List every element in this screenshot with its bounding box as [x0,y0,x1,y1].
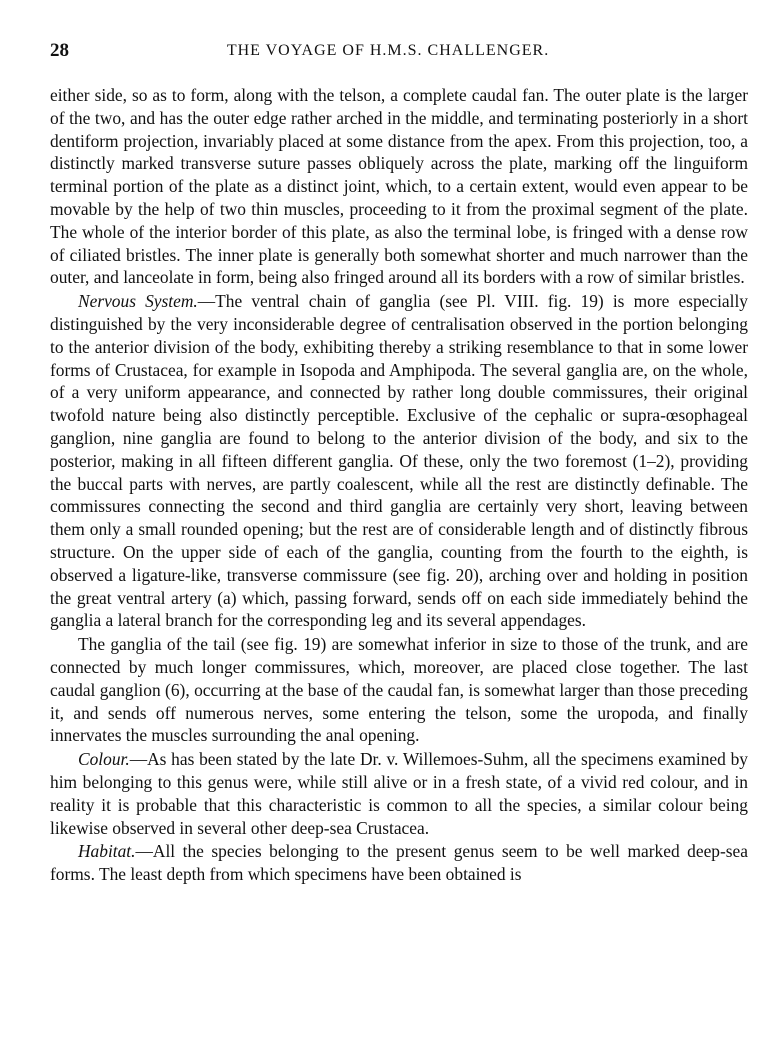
paragraph-colour [50,748,748,839]
paragraph-text: —The ventral chain of ganglia (see Pl. VIII. fig. 19) is more especially distinguished by the very inconsiderable degree of centralisation observed in the portion belonging to the anterior division of the body, exhibiting thereby a striking resemblance to that in some lower forms of Crustacea, for example in Isopoda and Amphipoda. The several ganglia are, on the whole, of a very uniform appearance, and connected by rather long double commissures, their original twofold nature being also distinctly perceptible. Exclusive of the cephalic or supra-œsophageal ganglion, nine ganglia are found to belong to the anterior division of the body, and six to the posterior, making in all fifteen different ganglia. Of these, only the two foremost (1–2), providing the buccal parts with nerves, are partly coalescent, while all the rest are distinctly definable. The commissures connecting the second and third ganglia are certainly very short, leaving between them only a small rounded opening; but the rest are of considerable length and of distinctly fibrous structure. On the upper side of each of the ganglia, counting from the fourth to the eighth, is observed a ligature-like, transverse commissure (see fig. 20), arching over and holding in position the great ventral artery (a) which, passing forward, sends off on each side immediately behind the ganglia a lateral branch for the corresponding leg and its several appendages. [50,291,748,631]
paragraph-text: —All the species belonging to the present genus seem to be well marked deep-sea forms. The least depth from which specimens have been obtained is [50,841,748,885]
body-text [50,84,748,886]
section-heading-nervous-system: Nervous System. [78,291,198,312]
section-heading-colour: Colour. [78,749,130,770]
paragraph-text: The ganglia of the tail (see fig. 19) are somewhat inferior in size to those of the trunk, and are connected by much longer commissures, which, moreover, are placed close together. The last caudal ganglion (6), occurring at the base of the caudal fan, is somewhat larger than those preceding it, and sends off numerous nerves, some entering the telson, some the uropoda, and finally innervates the muscles surrounding the anal opening. [50,634,748,746]
running-title: THE VOYAGE OF H.M.S. CHALLENGER. [226,42,550,59]
paragraph-uropoda [50,84,748,289]
paragraph-nervous-system [50,290,748,632]
section-heading-habitat: Habitat. [78,841,136,862]
page-header [50,40,726,66]
paragraph-tail-ganglia [50,633,748,747]
paragraph-text: —As has been stated by the late Dr. v. Willemoes-Suhm, all the specimens examined by him belonging to this genus were, while still alive or in a fresh state, of a vivid red colour, and in reality it is probable that this characteristic is common to all the species, a similar colour being likewise observed in several other deep-sea Crustacea. [50,749,748,838]
paragraph-habitat [50,840,748,886]
page-number: 28 [50,40,69,61]
paragraph-text: either side, so as to form, along with the telson, a complete caudal fan. The outer plate is the larger of the two, and has the outer edge rather arched in the middle, and terminating posteriorly in a short dentiform projection, invariably placed at some distance from the apex. From this projection, too, a distinctly marked transverse suture passes obliquely across the plate, marking off the linguiform terminal portion of the plate as a distinct joint, which, to a certain extent, would even appear to be movable by the help of two thin muscles, proceeding to it from the proximal segment of the plate. The whole of the interior border of this plate, as also the terminal lobe, is fringed with a dense row of ciliated bristles. The inner plate is generally both somewhat shorter and much narrower than the outer, and lanceolate in form, being also fringed around all its borders with a row of similar bristles. [50,85,748,288]
